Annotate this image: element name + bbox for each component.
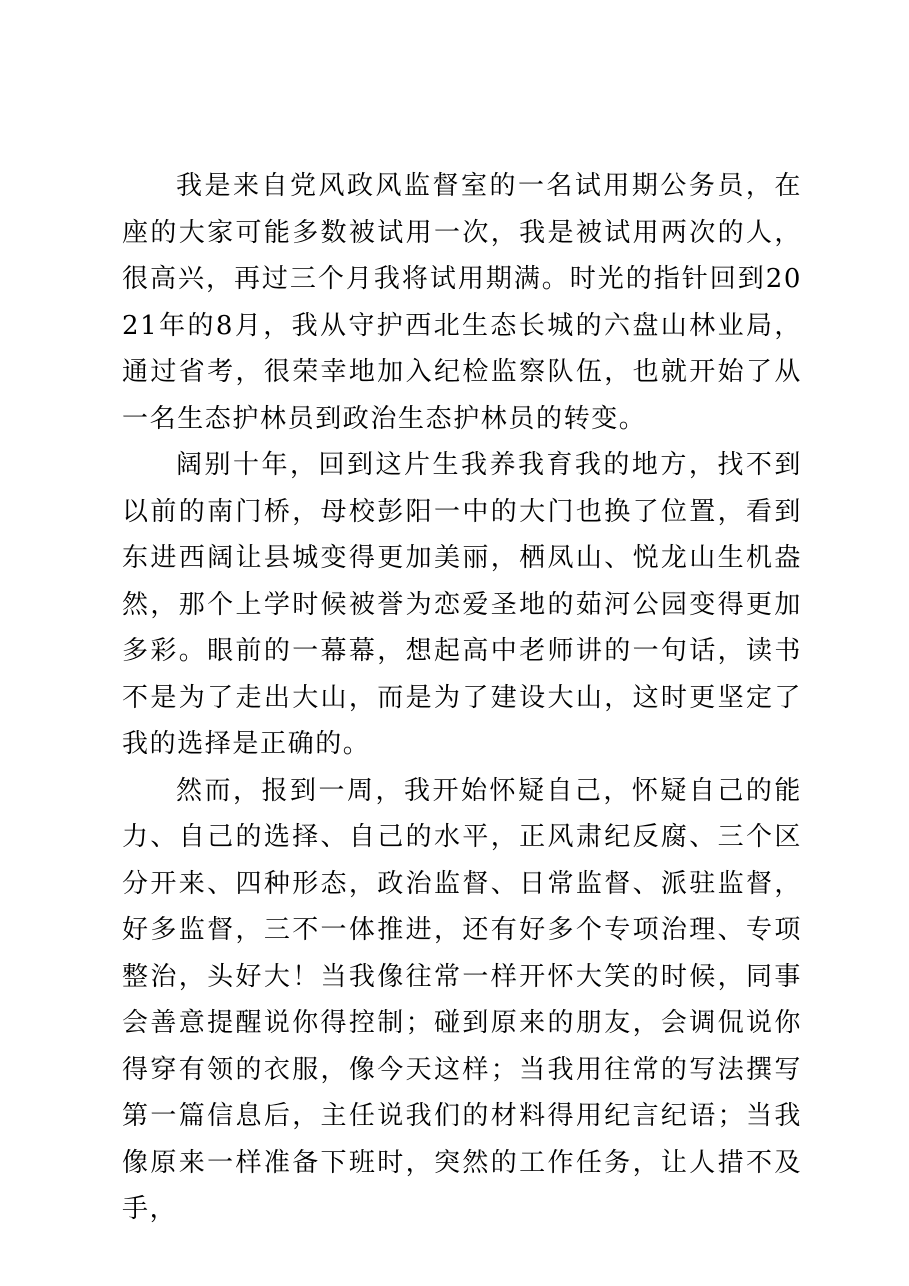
document-body	[122, 163, 802, 1233]
paragraph-probation-intro: 我是来自党风政风监督室的一名试用期公务员，在座的大家可能多数被试用一次，我是被试用两次的人，很高兴，再过三个月我将试用期满。时光的指针回到2021年的8月，我从守护西北生态长城的六盘山林业局，通过省考，很荣幸地加入纪检监察队伍，也就开始了从一名生态护林员到政治生态护林员的转变。	[122, 171, 802, 434]
paragraph-self-doubt: 然而，报到一周，我开始怀疑自己，怀疑自己的能力、自己的选择、自己的水平，正风肃纪反腐、三个区分开来、四种形态，政治监督、日常监督、派驻监督，好多监督，三不一体推进，还有好多个专项治理、专项整治，头好大！当我像往常一样开怀大笑的时候，同事会善意提醒说你得控制；碰到原来的朋友，会调侃说你得穿有领的衣服，像今天这样；当我用往常的写法撰写第一篇信息后，主任说我们的材料得用纪言纪语；当我像原来一样准备下班时，突然的工作任务，让人措不及手，	[122, 775, 802, 1224]
paragraph-hometown-return: 阔别十年，回到这片生我养我育我的地方，找不到以前的南门桥，母校彭阳一中的大门也换了位置，看到东进西阔让县城变得更加美丽，栖凤山、悦龙山生机盎然，那个上学时候被誉为恋爱圣地的茹河公园变得更加多彩。眼前的一幕幕，想起高中老师讲的一句话，读书不是为了走出大山，而是为了建设大山，这时更坚定了我的选择是正确的。	[122, 450, 802, 759]
